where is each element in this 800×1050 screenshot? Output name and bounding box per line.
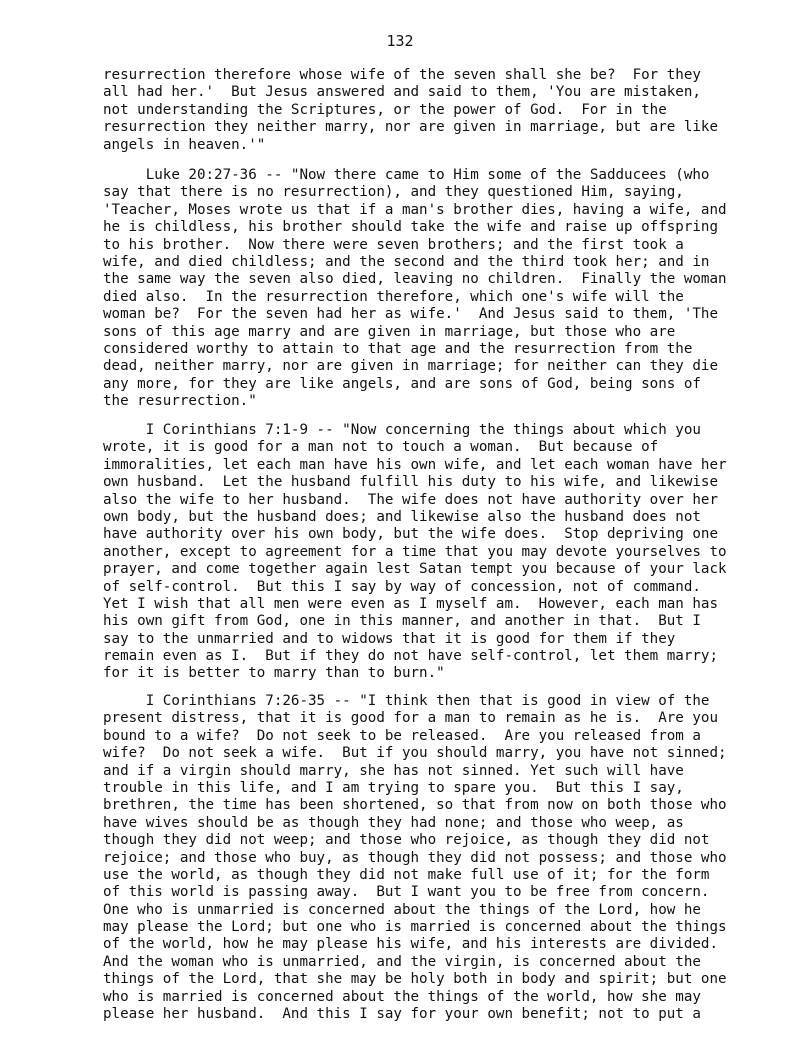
text-line: And the woman who is unmarried, and the virgin, is concerned about the [103,953,701,970]
text-line: say to the unmarried and to widows that it is good for them if they [103,630,676,647]
text-line: resurrection therefore whose wife of the seven shall she be? For they [103,67,701,83]
text-line: the resurrection." [103,393,257,410]
text-line: Yet I wish that all men were even as I myself am. However, each man has [103,595,718,612]
text-line: and if a virgin should marry, she has not sinned. Yet such will have [103,762,684,779]
text-line: considered worthy to attain to that age and the resurrection from the [103,340,693,357]
text-line: I Corinthians 7:26-35 -- "I think then that is good in view of the [103,693,710,709]
text-line: 'Teacher, Moses wrote us that if a man's brother dies, having a wife, and [103,201,727,218]
text-line: for it is better to marry than to burn." [103,665,445,682]
text-line: I Corinthians 7:1-9 -- "Now concerning the things about which you [103,422,701,438]
text-line: another, except to agreement for a time that you may devote yourselves to [103,543,727,560]
text-line: died also. In the resurrection therefore, which one's wife will the [103,288,684,305]
text-line: the same way the seven also died, leaving no children. Finally the woman [103,271,727,288]
text-line: say that there is no resurrection), and they questioned Him, saying, [103,184,684,201]
text-line: to his brother. Now there were seven brothers; and the first took a [103,236,684,253]
text-line: have authority over his own body, but the wife does. Stop depriving one [103,526,718,543]
text-line: sons of this age marry and are given in marriage, but those who are [103,323,676,340]
paragraph-4 [103,693,727,1023]
text-line: have wives should be as though they had none; and those who weep, as [103,814,684,831]
text-line: present distress, that it is good for a man to remain as he is. Are you [103,710,718,727]
text-line: brethren, the time has been shortened, so that from now on both those who [103,797,727,814]
text-line: remain even as I. But if they do not have self-control, let them marry; [103,648,718,665]
text-line: all had her.' But Jesus answered and said to them, 'You are mistaken, [103,84,701,101]
text-line: rejoice; and those who buy, as though they did not possess; and those who [103,849,727,866]
text-line: One who is unmarried is concerned about the things of the Lord, how he [103,901,701,918]
text-line: any more, for they are like angels, and are sons of God, being sons of [103,375,701,392]
text-line: he is childless, his brother should take the wife and raise up offspring [103,219,718,236]
text-line: who is married is concerned about the things of the world, how she may [103,988,701,1005]
text-line: wife, and died childless; and the second and the third took her; and in [103,253,710,270]
text-line: own body, but the husband does; and likewise also the husband does not [103,508,701,525]
page-number: 132 [386,32,414,50]
text-line: woman be? For the seven had her as wife.' And Jesus said to them, 'The [103,306,718,323]
text-line: angels in heaven.'" [103,136,266,153]
text-line: trouble in this life, and I am trying to spare you. But this I say, [103,779,684,796]
paragraph-1 [103,67,723,154]
text-line: things of the Lord, that she may be holy both in body and spirit; but one [103,971,727,988]
text-line: use the world, as though they did not make full use of it; for the form [103,866,710,883]
text-line: may please the Lord; but one who is married is concerned about the things [103,919,727,936]
text-line: prayer, and come together again lest Satan tempt you because of your lack [103,561,727,578]
text-line: immoralities, let each man have his own wife, and let each woman have her [103,456,727,473]
paragraph-3 [103,422,727,683]
text-line: not understanding the Scriptures, or the power of God. For in the [103,101,667,118]
text-line: though they did not weep; and those who rejoice, as though they did not [103,832,710,849]
text-line: wrote, it is good for a man not to touch a woman. But because of [103,439,659,456]
text-line: of this world is passing away. But I want you to be free from concern. [103,884,710,901]
text-line: bound to a wife? Do not seek to be released. Are you released from a [103,727,701,744]
text-line: of self-control. But this I say by way of concession, not of command. [103,578,701,595]
paragraph-2 [103,167,727,410]
text-line: resurrection they neither marry, nor are given in marriage, but are like [103,119,718,136]
text-line: wife? Do not seek a wife. But if you should marry, you have not sinned; [103,745,727,762]
text-line: please her husband. And this I say for your own benefit; not to put a [103,1006,701,1023]
text-line: also the wife to her husband. The wife does not have authority over her [103,491,718,508]
text-line: his own gift from God, one in this manner, and another in that. But I [103,613,701,630]
text-line: dead, neither marry, nor are given in marriage; for neither can they die [103,358,718,375]
text-line: of the world, how he may please his wife, and his interests are divided. [103,936,718,953]
text-line: Luke 20:27-36 -- "Now there came to Him some of the Sadducees (who [103,167,710,183]
text-line: own husband. Let the husband fulfill his duty to his wife, and likewise [103,474,718,491]
